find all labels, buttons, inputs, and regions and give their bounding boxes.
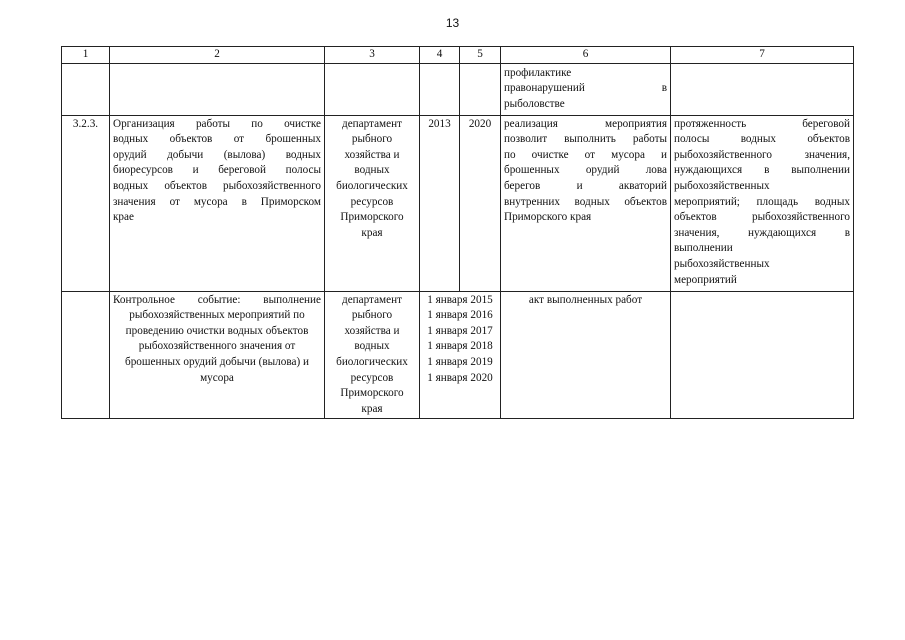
control-result [501, 291, 671, 419]
text-line: края [361, 402, 383, 415]
text-line: хозяйства и [344, 148, 400, 161]
cell-empty [110, 63, 325, 115]
text-line: биологических [336, 179, 408, 192]
text-line: 1 января 2017 [427, 324, 493, 337]
text-line: позволит выполнить работы [504, 133, 667, 146]
header-col-2: 2 [110, 47, 325, 64]
cell-empty [671, 63, 854, 115]
text-line: Контрольное событие: выполнение [113, 293, 321, 306]
table-row-3-2-3 [62, 115, 854, 291]
text-line: края [361, 226, 383, 239]
program-table [61, 46, 854, 419]
text-line: Приморского [340, 211, 404, 224]
text-line: внутренних водных объектов [504, 195, 667, 208]
text-line: ресурсов [350, 195, 394, 208]
text-line: рыбохозяйственного значения от [138, 340, 296, 353]
text-line: мероприятий [674, 273, 737, 286]
end-year: 2020 [460, 115, 501, 291]
text-line: водных объектов от брошенных [113, 133, 321, 146]
text-line: Приморского края [504, 211, 592, 224]
header-col-3: 3 [325, 47, 420, 64]
text-line: значения от мусора в Приморском [113, 195, 321, 208]
text-line: департамент [342, 117, 402, 130]
activity-description [110, 115, 325, 291]
text-line: рыбохозяйственного значения, [674, 148, 850, 161]
header-col-7: 7 [671, 47, 854, 64]
cell-empty [62, 291, 110, 419]
text-line: 1 января 2016 [427, 309, 493, 322]
text-line: по очистке от мусора и [504, 148, 667, 161]
text-line: рыбного [351, 133, 393, 146]
text-line: рыбохозяйственных [674, 179, 770, 192]
cell-empty [671, 291, 854, 419]
text-line: проведению очистки водных объектов [125, 324, 309, 337]
control-event-description [110, 291, 325, 419]
cell-empty [325, 63, 420, 115]
control-dates [420, 291, 501, 419]
page-number: 13 [445, 16, 460, 30]
row-number: 3.2.3. [62, 115, 110, 291]
text-line: реализация мероприятия [504, 117, 667, 130]
table-row-continuation [62, 63, 854, 115]
text-line: Организация работы по очистке [113, 117, 321, 130]
continuation-result-cell [501, 63, 671, 115]
text-line: брошенных орудий добычи (вылова) и [125, 355, 309, 368]
text-line: берегов и акваторий [504, 179, 667, 192]
text-line: рыбного [351, 309, 393, 322]
text-line: протяженность береговой [674, 117, 850, 130]
cell-empty [62, 63, 110, 115]
expected-result [501, 115, 671, 291]
text-line: водных [354, 340, 390, 353]
header-col-1: 1 [62, 47, 110, 64]
table-row-control-event [62, 291, 854, 419]
text-line: рыбохозяйственных [674, 257, 770, 270]
header-col-4: 4 [420, 47, 460, 64]
text-line: 1 января 2018 [427, 340, 493, 353]
text-line: крае [113, 211, 134, 224]
control-responsible-executor [325, 291, 420, 419]
target-indicators [671, 115, 854, 291]
text-line: рыбохозяйственных мероприятий по [129, 309, 305, 322]
text-line: 1 января 2020 [427, 371, 493, 384]
text-line: полосы водных объектов [674, 133, 850, 146]
text-line: 1 января 2019 [427, 355, 493, 368]
text-line: 1 января 2015 [427, 293, 493, 306]
text-line: Приморского [340, 387, 404, 400]
header-row [62, 47, 854, 64]
text-line: орудий добычи (вылова) водных [113, 148, 321, 161]
header-col-5: 5 [460, 47, 501, 64]
text-line: хозяйства и [344, 324, 400, 337]
text-line: акт выполненных работ [528, 293, 643, 306]
text-line: объектов рыбохозяйственного [674, 211, 850, 224]
text-line: мероприятий; площадь водных [674, 195, 850, 208]
cell-empty [460, 63, 501, 115]
text-line: биологических [336, 355, 408, 368]
cell-empty [420, 63, 460, 115]
text-line: рыболовстве [504, 97, 565, 110]
header-col-6: 6 [501, 47, 671, 64]
text-line: нуждающихся в выполнении [674, 164, 850, 177]
text-line: водных [354, 164, 390, 177]
text-line: выполнении [674, 242, 733, 255]
text-line: мусора [200, 371, 234, 384]
text-line: ресурсов [350, 371, 394, 384]
responsible-executor [325, 115, 420, 291]
text-line: водных объектов рыбохозяйственного [113, 179, 321, 192]
text-line: правонарушений в [504, 82, 667, 95]
text-line: департамент [342, 293, 402, 306]
text-line: брошенных орудий лова [504, 164, 667, 177]
text-line: значения, нуждающихся в [674, 226, 850, 239]
start-year: 2013 [420, 115, 460, 291]
text-line: профилактике [504, 66, 572, 79]
text-line: биоресурсов и береговой полосы [113, 164, 321, 177]
